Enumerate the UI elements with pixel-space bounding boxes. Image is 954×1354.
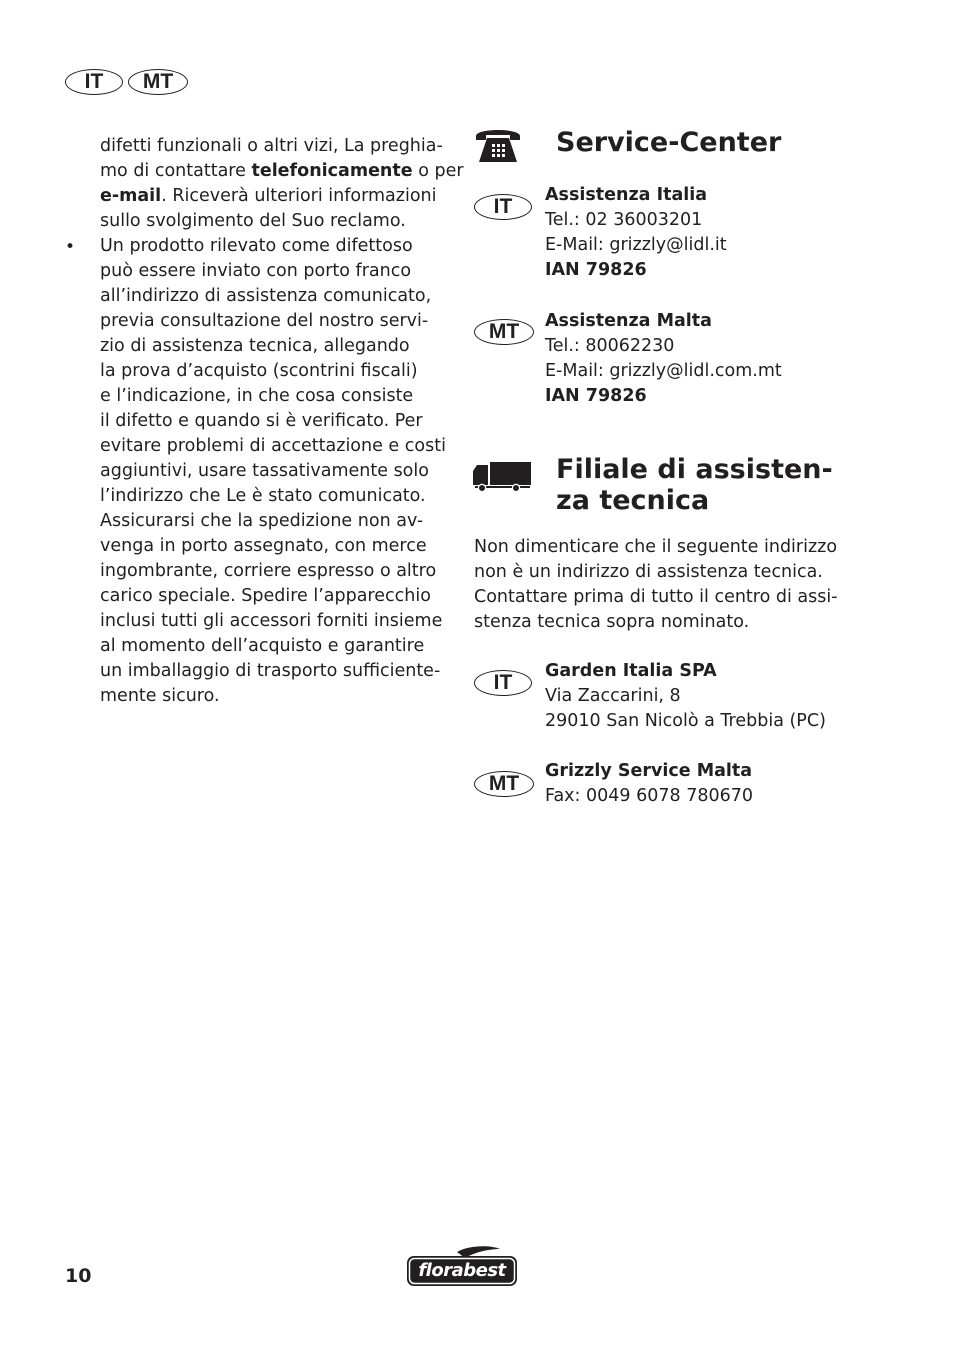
continuation-paragraph	[100, 134, 464, 234]
text-line: Un prodotto rilevato come difettoso	[100, 236, 413, 256]
address-name: Grizzly Service Malta	[545, 761, 753, 781]
text-line: carico speciale. Spedire l’apparecchio	[100, 586, 431, 606]
address-city: 29010 San Nicolò a Trebbia (PC)	[545, 711, 826, 731]
text-line: e-mail. Riceverà ulteriori informazioni	[100, 186, 437, 206]
text-line: mente sicuro.	[100, 686, 220, 706]
filiale-title-line2: za tecnica	[556, 485, 710, 516]
emphasis-phone: telefonicamente	[251, 161, 413, 181]
truck-icon	[472, 461, 532, 493]
bullet-paragraph	[100, 234, 446, 709]
text-line: l’indirizzo che Le è stato comunicato.	[100, 486, 426, 506]
telephone-icon	[473, 124, 523, 164]
contact-email: E-Mail: grizzly@lidl.it	[545, 235, 727, 255]
text-line: può essere inviato con porto franco	[100, 261, 412, 281]
contact-name: Assistenza Malta	[545, 311, 712, 331]
language-badge-it: IT	[65, 69, 123, 95]
text-line: e l’indicazione, in che cosa consiste	[100, 386, 414, 406]
entry-badge-mt: MT	[474, 319, 534, 345]
address-name: Garden Italia SPA	[545, 661, 717, 681]
text-line: aggiuntivi, usare tassativamente solo	[100, 461, 429, 481]
filiale-intro	[474, 535, 838, 635]
contact-phone: Tel.: 02 36003201	[545, 210, 703, 230]
text-line: la prova d’acquisto (scontrini fiscali)	[100, 361, 418, 381]
contact-ian: IAN 79826	[545, 386, 647, 406]
text-line: il difetto e quando si è verificato. Per	[100, 411, 423, 431]
text-line: non è un indirizzo di assistenza tecnica.	[474, 562, 823, 582]
text-line: ingombrante, corriere espresso o altro	[100, 561, 437, 581]
text-line: Contattare prima di tutto il centro di assi-	[474, 587, 838, 607]
bullet-marker: •	[65, 237, 76, 257]
service-center-title: Service-Center	[556, 127, 782, 158]
emphasis-email: e-mail	[100, 186, 162, 206]
text-line: zio di assistenza tecnica, allegando	[100, 336, 410, 356]
text-line: previa consultazione del nostro servi-	[100, 311, 429, 331]
contact-name: Assistenza Italia	[545, 185, 708, 205]
text-line: al momento dell’acquisto e garantire	[100, 636, 425, 656]
contact-email: E-Mail: grizzly@lidl.com.mt	[545, 361, 782, 381]
entry-badge-it: IT	[474, 194, 532, 220]
text-line: inclusi tutti gli accessori forniti insieme	[100, 611, 443, 631]
page-number: 10	[65, 1265, 92, 1287]
filiale-title-line1: Filiale di assisten-	[556, 454, 833, 485]
logo-text: florabest	[418, 1260, 506, 1281]
text-line: un imballaggio di trasporto sufficiente-	[100, 661, 441, 681]
text-line: stenza tecnica sopra nominato.	[474, 612, 750, 632]
entry-badge-mt: MT	[474, 771, 534, 797]
language-badge-mt: MT	[128, 69, 188, 95]
text-line: difetti funzionali o altri vizi, La preghia-	[100, 136, 443, 156]
text-line: venga in porto assegnato, con merce	[100, 536, 427, 556]
text-line: mo di contattare telefonicamente o per	[100, 161, 464, 181]
text-line: sullo svolgimento del Suo reclamo.	[100, 211, 406, 231]
florabest-logo	[405, 1246, 519, 1288]
contact-phone: Tel.: 80062230	[545, 336, 675, 356]
text-line: Non dimenticare che il seguente indirizzo	[474, 537, 838, 557]
text-line: Assicurarsi che la spedizione non av-	[100, 511, 424, 531]
text-line: all’indirizzo di assistenza comunicato,	[100, 286, 432, 306]
address-street: Via Zaccarini, 8	[545, 686, 681, 706]
address-fax: Fax: 0049 6078 780670	[545, 786, 754, 806]
entry-badge-it: IT	[474, 670, 532, 696]
text-line: evitare problemi di accettazione e costi	[100, 436, 446, 456]
contact-ian: IAN 79826	[545, 260, 647, 280]
